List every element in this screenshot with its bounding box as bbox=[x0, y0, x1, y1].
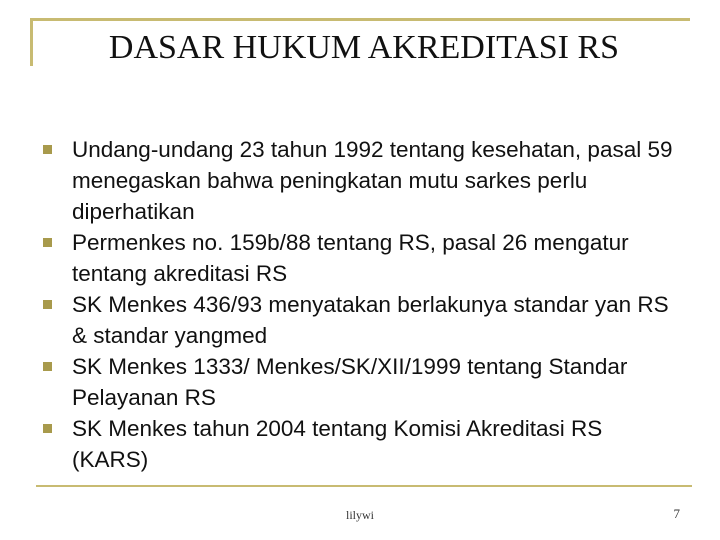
footer-author: lilywi bbox=[345, 508, 374, 522]
title-frame-left-border bbox=[30, 18, 33, 66]
square-bullet-icon bbox=[43, 424, 52, 433]
square-bullet-icon bbox=[43, 145, 52, 154]
bullet-text: SK Menkes 1333/ Menkes/SK/XII/1999 tentang Standar Pelayanan RS bbox=[72, 354, 628, 410]
bullet-item bbox=[42, 351, 682, 413]
bullet-item bbox=[42, 227, 682, 289]
square-bullet-icon bbox=[43, 238, 52, 247]
bullet-text: SK Menkes tahun 2004 tentang Komisi Akreditasi RS (KARS) bbox=[72, 416, 603, 472]
bullet-text: SK Menkes 436/93 menyatakan berlakunya standar yan RS & standar yangmed bbox=[72, 292, 669, 348]
bullet-text: Undang-undang 23 tahun 1992 tentang kesehatan, pasal 59 menegaskan bahwa peningkatan mutu sarkes perlu diperhatikan bbox=[72, 137, 673, 224]
bullet-list bbox=[42, 134, 682, 475]
title-frame-top-border bbox=[30, 18, 690, 21]
slide-title: DASAR HUKUM AKREDITASI RS bbox=[108, 29, 620, 66]
bullet-item bbox=[42, 289, 682, 351]
bullet-item bbox=[42, 134, 682, 227]
page-number: 7 bbox=[673, 506, 680, 521]
footer-divider bbox=[36, 485, 692, 487]
bullet-item bbox=[42, 413, 682, 475]
bullet-text: Permenkes no. 159b/88 tentang RS, pasal 26 mengatur tentang akreditasi RS bbox=[72, 230, 629, 286]
square-bullet-icon bbox=[43, 362, 52, 371]
square-bullet-icon bbox=[43, 300, 52, 309]
